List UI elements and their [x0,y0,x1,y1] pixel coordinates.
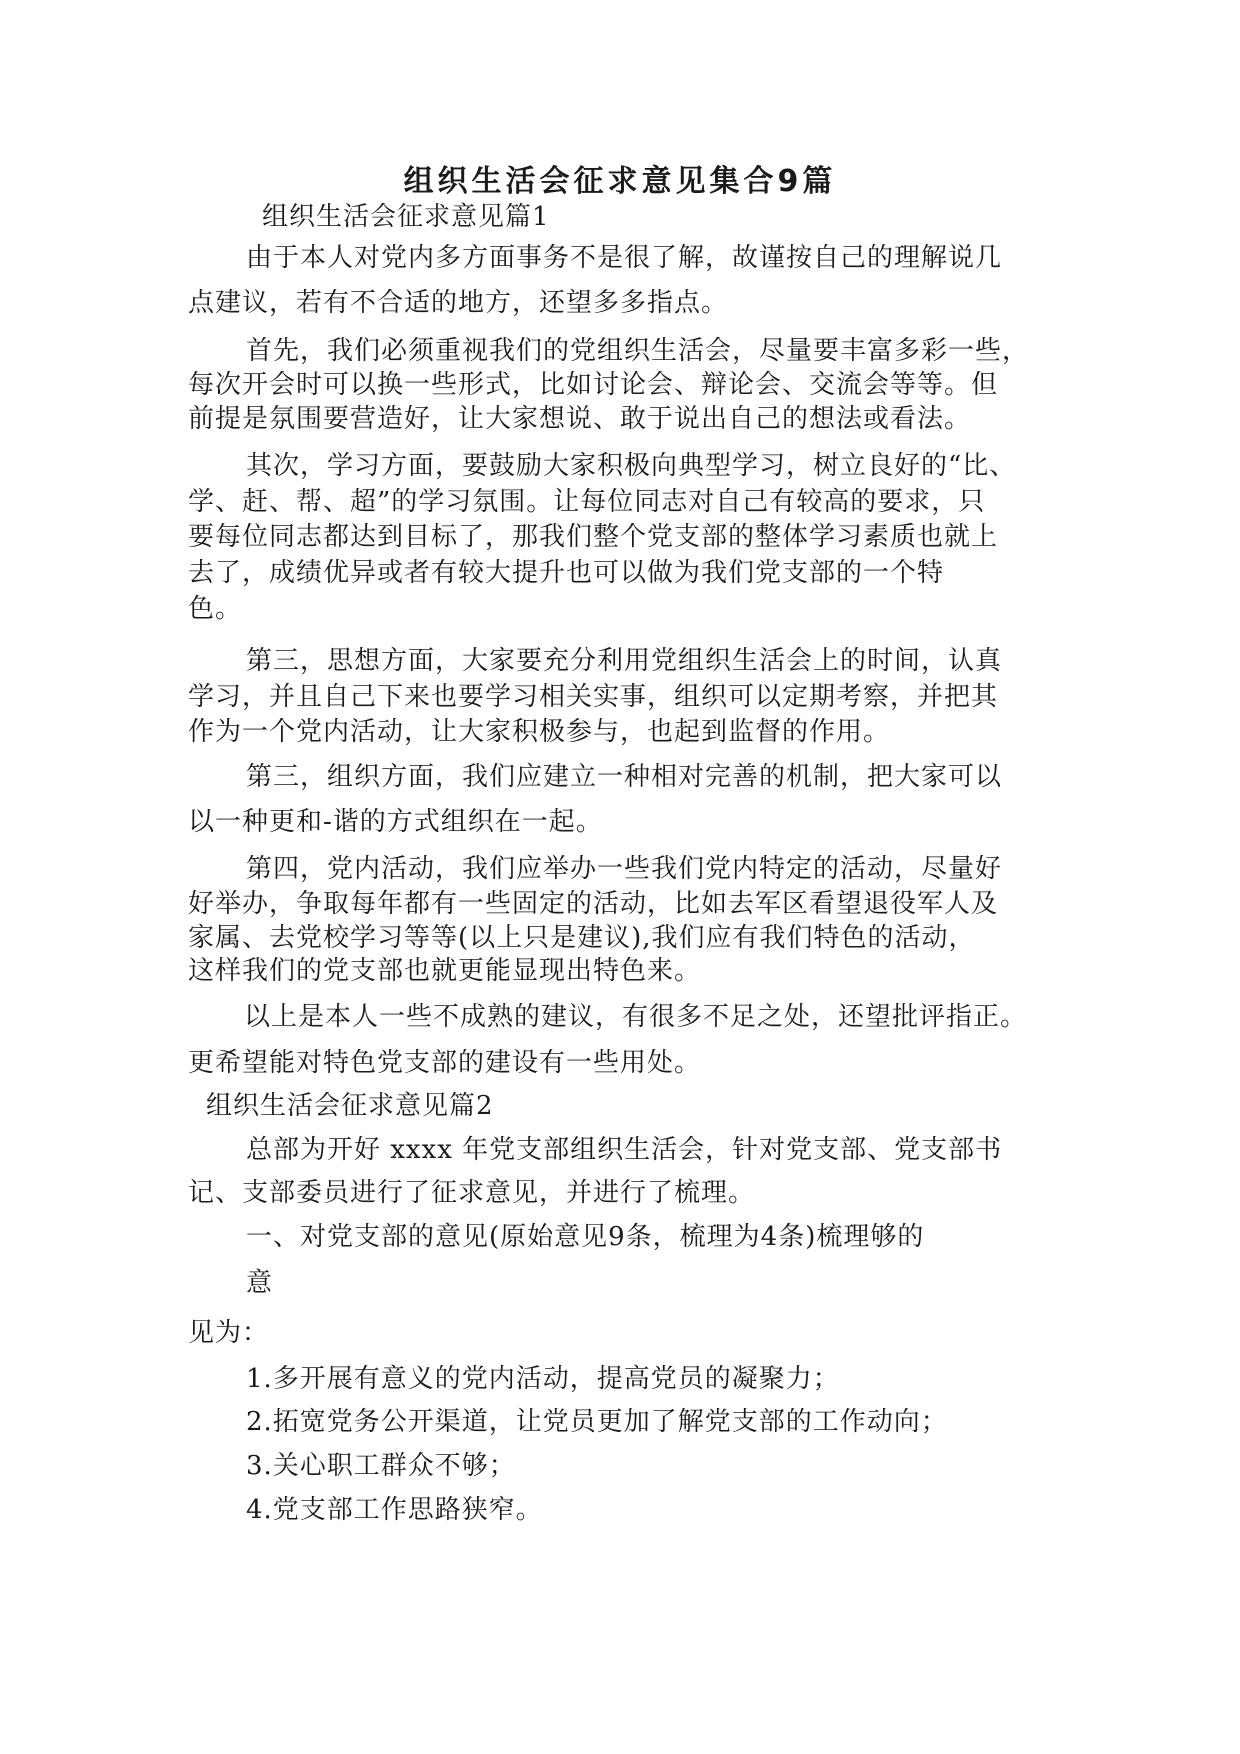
paragraph-line: 第四，党内活动，我们应举办一些我们党内特定的活动，尽量好 [246,854,1003,884]
paragraph-line: 以上是本人一些不成熟的建议，有很多不足之处，还望批评指正。 [244,1002,1028,1032]
paragraph-line: 见为： [188,1318,270,1348]
paragraph-line: 其次，学习方面，要鼓励大家积极向典型学习，树立良好的“比、 [246,451,1017,481]
paragraph-line: 记、支部委员进行了征求意见，并进行了梳理。 [188,1178,756,1208]
document-title: 组织生活会征求意见集合9篇 [403,164,837,199]
paragraph-line: 家属、去党校学习等等(以上只是建议),我们应有我们特色的活动， [188,923,976,953]
paragraph-line: 第三，组织方面，我们应建立一种相对完善的机制，把大家可以 [246,762,1003,792]
paragraph-line: 色。 [188,594,243,624]
paragraph-line: 好举办，争取每年都有一些固定的活动，比如去军区看望退役军人及 [188,889,999,919]
list-item: 4.党支部工作思路狭窄。 [246,1495,543,1525]
paragraph-line: 更希望能对特色党支部的建设有一些用处。 [188,1048,702,1078]
list-item: 1.多开展有意义的党内活动，提高党员的凝聚力； [246,1364,840,1394]
paragraph-line: 首先，我们必须重视我们的党组织生活会，尽量要丰富多彩一些， [246,336,1030,366]
paragraph-line: 前提是氛围要营造好，让大家想说、敢于说出自己的想法或看法。 [188,404,972,434]
paragraph-line: 以一种更和-谐的方式组织在一起。 [188,807,603,837]
section-heading-1: 组织生活会征求意见篇1 [262,202,550,232]
list-item: 2.拓宽党务公开渠道，让党员更加了解党支部的工作动向； [246,1407,948,1437]
paragraph-line: 点建议，若有不合适的地方，还望多多指点。 [188,288,729,318]
section-heading-2: 组织生活会征求意见篇2 [206,1091,494,1121]
paragraph-line: 由于本人对党内多方面事务不是很了解，故谨按自己的理解说几 [246,243,1003,273]
paragraph-line: 一、对党支部的意见(原始意见9条，梳理为4条)梳理够的 [246,1222,925,1252]
paragraph-line: 总部为开好 xxxx 年党支部组织生活会，针对党支部、党支部书 [246,1135,1003,1165]
paragraph-line: 学、赶、帮、超”的学习氛围。让每位同志对自己有较高的要求，只 [188,487,986,517]
paragraph-line: 学习，并且自己下来也要学习相关实事，组织可以定期考察，并把其 [188,682,999,712]
paragraph-line: 作为一个党内活动，让大家积极参与，也起到监督的作用。 [188,717,891,747]
paragraph-line: 去了，成绩优异或者有较大提升也可以做为我们党支部的一个特 [188,558,945,588]
paragraph-line: 这样我们的党支部也就更能显现出特色来。 [188,956,702,986]
paragraph-line: 意 [246,1268,274,1298]
paragraph-line: 要每位同志都达到目标了，那我们整个党支部的整体学习素质也就上 [188,522,999,552]
paragraph-line: 每次开会时可以换一些形式，比如讨论会、辩论会、交流会等等。但 [188,370,999,400]
paragraph-line: 第三，思想方面，大家要充分利用党组织生活会上的时间，认真 [246,646,1003,676]
list-item: 3.关心职工群众不够； [246,1451,516,1481]
